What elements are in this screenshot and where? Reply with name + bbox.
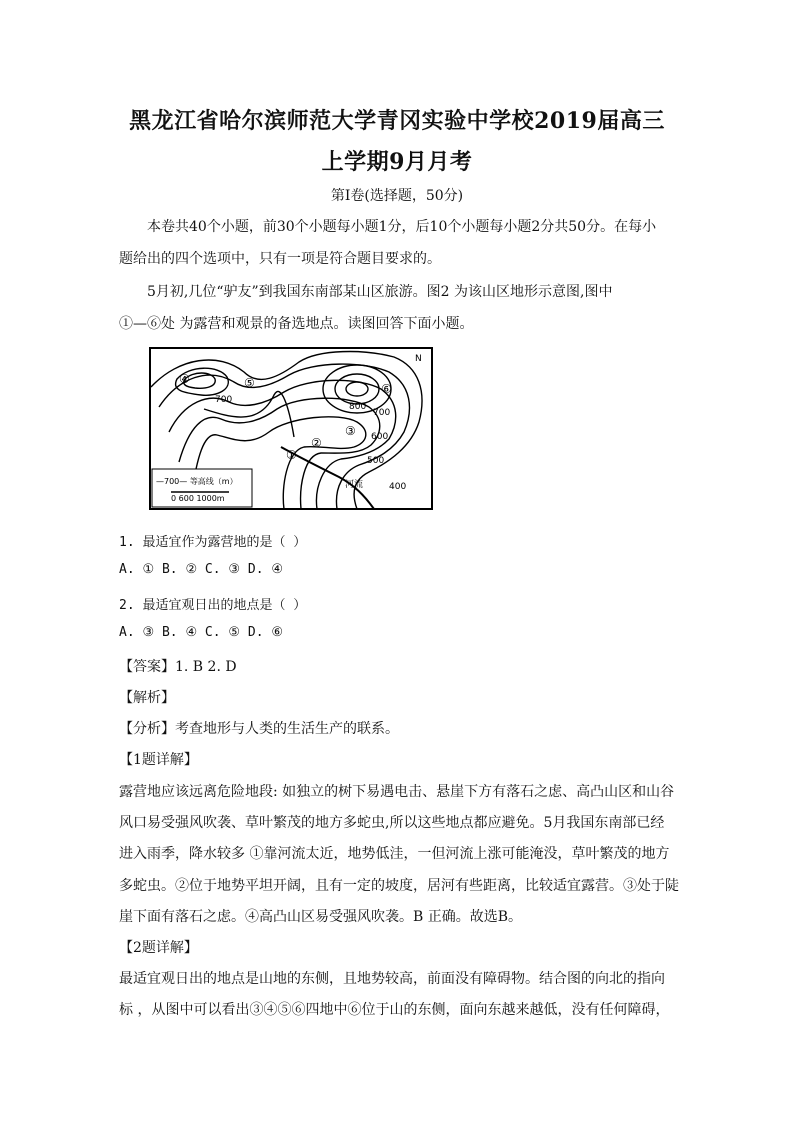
detail-1-line: 露营地应该远离危险地段: 如独立的树下易遇电击、悬崖下方有落石之虑、高凸山区和山谷 [119, 784, 675, 800]
answer-line: 【答案】1. B 2. D [119, 659, 237, 675]
contour-label-600: 600 [371, 432, 389, 442]
document-title-line1: 黑龙江省哈尔滨师范大学青冈实验中学校2019届高三 [129, 108, 665, 134]
analysis-heading: 【解析】 [119, 690, 175, 706]
document-title-line2: 上学期9月月考 [321, 149, 473, 175]
contour-label-400: 400 [389, 482, 407, 492]
detail-1-line: 进入雨季，降水较多 ①靠河流太近，地势低洼，一但河流上涨可能淹没，草叶繁茂的地方 [119, 846, 670, 862]
point-4: ④ [179, 372, 190, 386]
section-heading: 第Ⅰ卷(选择题，50分) [330, 188, 464, 204]
point-6: ⑥ [381, 382, 392, 396]
river-label: 河流 [345, 480, 364, 490]
contour-label-700b: 700 [373, 408, 391, 418]
detail-2-line: 最适宜观日出的地点是山地的东侧，且地势较高，前面没有障碍物。结合图的向北的指向 [119, 971, 665, 987]
question-2: 2. 最适宜观日出的地点是（ ） [119, 598, 307, 613]
legend-scale: 0 600 1000m [171, 494, 225, 503]
question-1: 1. 最适宜作为露营地的是（ ） [119, 535, 307, 550]
detail-2-heading: 【2题详解】 [119, 940, 198, 956]
detail-2-line: 标 ，从图中可以看出③④⑤⑥四地中⑥位于山的东侧，面向东越来越低，没有任何障碍， [119, 1002, 670, 1018]
contour-label-500: 500 [367, 456, 385, 466]
question-1-options: A. ① B. ② C. ③ D. ④ [119, 562, 284, 577]
detail-1-line: 风口易受强风吹袭、草叶繁茂的地方多蛇虫,所以这些地点都应避免。5月我国东南部已经 [119, 815, 665, 831]
passage-line1: 5月初,几位“驴友”到我国东南部某山区旅游。图2 为该山区地形示意图,图中 [147, 284, 613, 300]
contour-map [149, 347, 433, 510]
point-2: ② [311, 436, 322, 450]
north-label: N [415, 354, 422, 364]
intro-line1: 本卷共40个小题，前30个小题每小题1分，后10个小题每小题2分共50分。在每小 [147, 219, 657, 235]
detail-1-heading: 【1题详解】 [119, 752, 198, 768]
point-3: ③ [345, 424, 356, 438]
detail-1-line: 多蛇虫。②位于地势平坦开阔，且有一定的坡度，居河有些距离，比较适宜露营。③处于陡 [119, 878, 679, 894]
point-1: ① [286, 448, 297, 462]
detail-1-line: 崖下面有落石之虑。④高凸山区易受强风吹袭。B 正确。故选B。 [119, 909, 523, 925]
passage-line2: ①—⑥处 为露营和观景的备选地点。读图回答下面小题。 [119, 316, 474, 332]
contour-label-800: 800 [349, 402, 367, 412]
question-2-options: A. ③ B. ④ C. ⑤ D. ⑥ [119, 625, 284, 640]
contour-label-700a: 700 [215, 395, 233, 405]
intro-line2: 题给出的四个选项中，只有一项是符合题目要求的。 [119, 251, 441, 267]
legend-contour: —700— 等高线（m） [156, 477, 238, 486]
point-5: ⑤ [244, 376, 255, 390]
analysis-line: 【分析】考查地形与人类的生活生产的联系。 [119, 721, 399, 737]
